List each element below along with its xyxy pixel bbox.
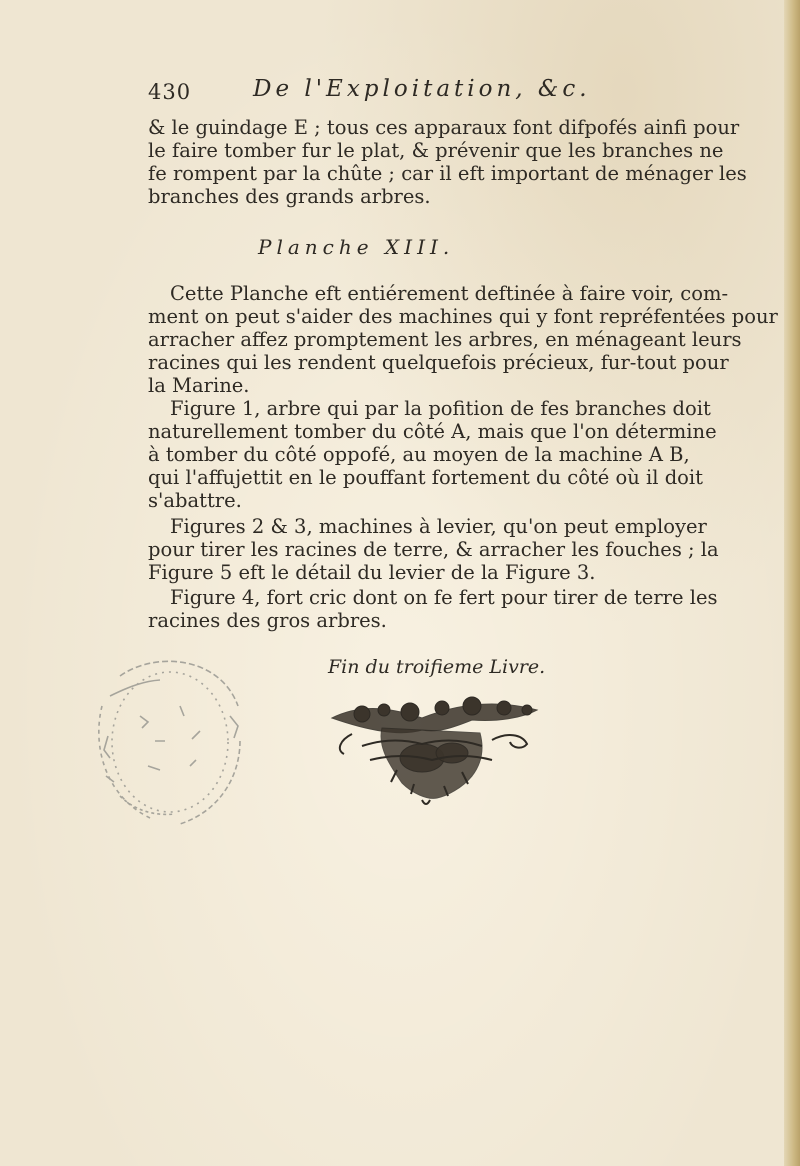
page-number: 430 bbox=[148, 80, 192, 104]
paragraph-figure-1 bbox=[148, 397, 717, 512]
text-line: & le guindage E ; tous ces apparaux font difpofés ainfi pour bbox=[148, 116, 740, 139]
floral-vignette-icon bbox=[322, 688, 552, 813]
text-line: Figure 1, arbre qui par la pofition de fes branches doit bbox=[170, 397, 711, 420]
text-line: naturellement tomber du côté A, mais que l'on détermine bbox=[148, 420, 717, 443]
text-line: Figures 2 & 3, machines à levier, qu'on peut employer bbox=[170, 515, 707, 538]
text-line: racines qui les rendent quelquefois précieux, fur-tout pour bbox=[148, 351, 729, 374]
text-line: racines des gros arbres. bbox=[148, 609, 387, 632]
paragraph-figure-4 bbox=[148, 586, 718, 632]
text-line: Figure 5 eft le détail du levier de la Figure 3. bbox=[148, 561, 596, 584]
closing-text: Fin du troifieme Livre. bbox=[328, 656, 546, 678]
text-line: la Marine. bbox=[148, 374, 250, 397]
paragraph-figures-2-3 bbox=[148, 515, 719, 584]
page-header bbox=[148, 74, 668, 108]
text-line: pour tirer les racines de terre, & arracher les fouches ; la bbox=[148, 538, 719, 561]
text-line: Figure 4, fort cric dont on fe fert pour tirer de terre les bbox=[170, 586, 718, 609]
plate-heading: Planche XIII. bbox=[258, 235, 455, 259]
text-line: fe rompent par la chûte ; car il eft important de ménager les bbox=[148, 162, 747, 185]
running-title: De l'Exploitation, &c. bbox=[253, 76, 591, 102]
paragraph-intro bbox=[148, 116, 747, 208]
page-edge-shadow bbox=[784, 0, 800, 1166]
text-line: à tomber du côté oppofé, au moyen de la machine A B, bbox=[148, 443, 690, 466]
text-line: qui l'affujettit en le pouffant fortement du côté où il doit bbox=[148, 466, 703, 489]
text-line: arracher affez promptement les arbres, en ménageant leurs bbox=[148, 328, 742, 351]
text-line: le faire tomber fur le plat, & prévenir que les branches ne bbox=[148, 139, 724, 162]
text-line: branches des grands arbres. bbox=[148, 185, 431, 208]
text-line: s'abattre. bbox=[148, 489, 242, 512]
text-line: Cette Planche eft entiérement deftinée à faire voir, com- bbox=[170, 282, 729, 305]
paragraph-plate bbox=[148, 282, 778, 397]
library-stamp-icon bbox=[80, 646, 255, 831]
text-line: ment on peut s'aider des machines qui y font repréfentées pour bbox=[148, 305, 778, 328]
